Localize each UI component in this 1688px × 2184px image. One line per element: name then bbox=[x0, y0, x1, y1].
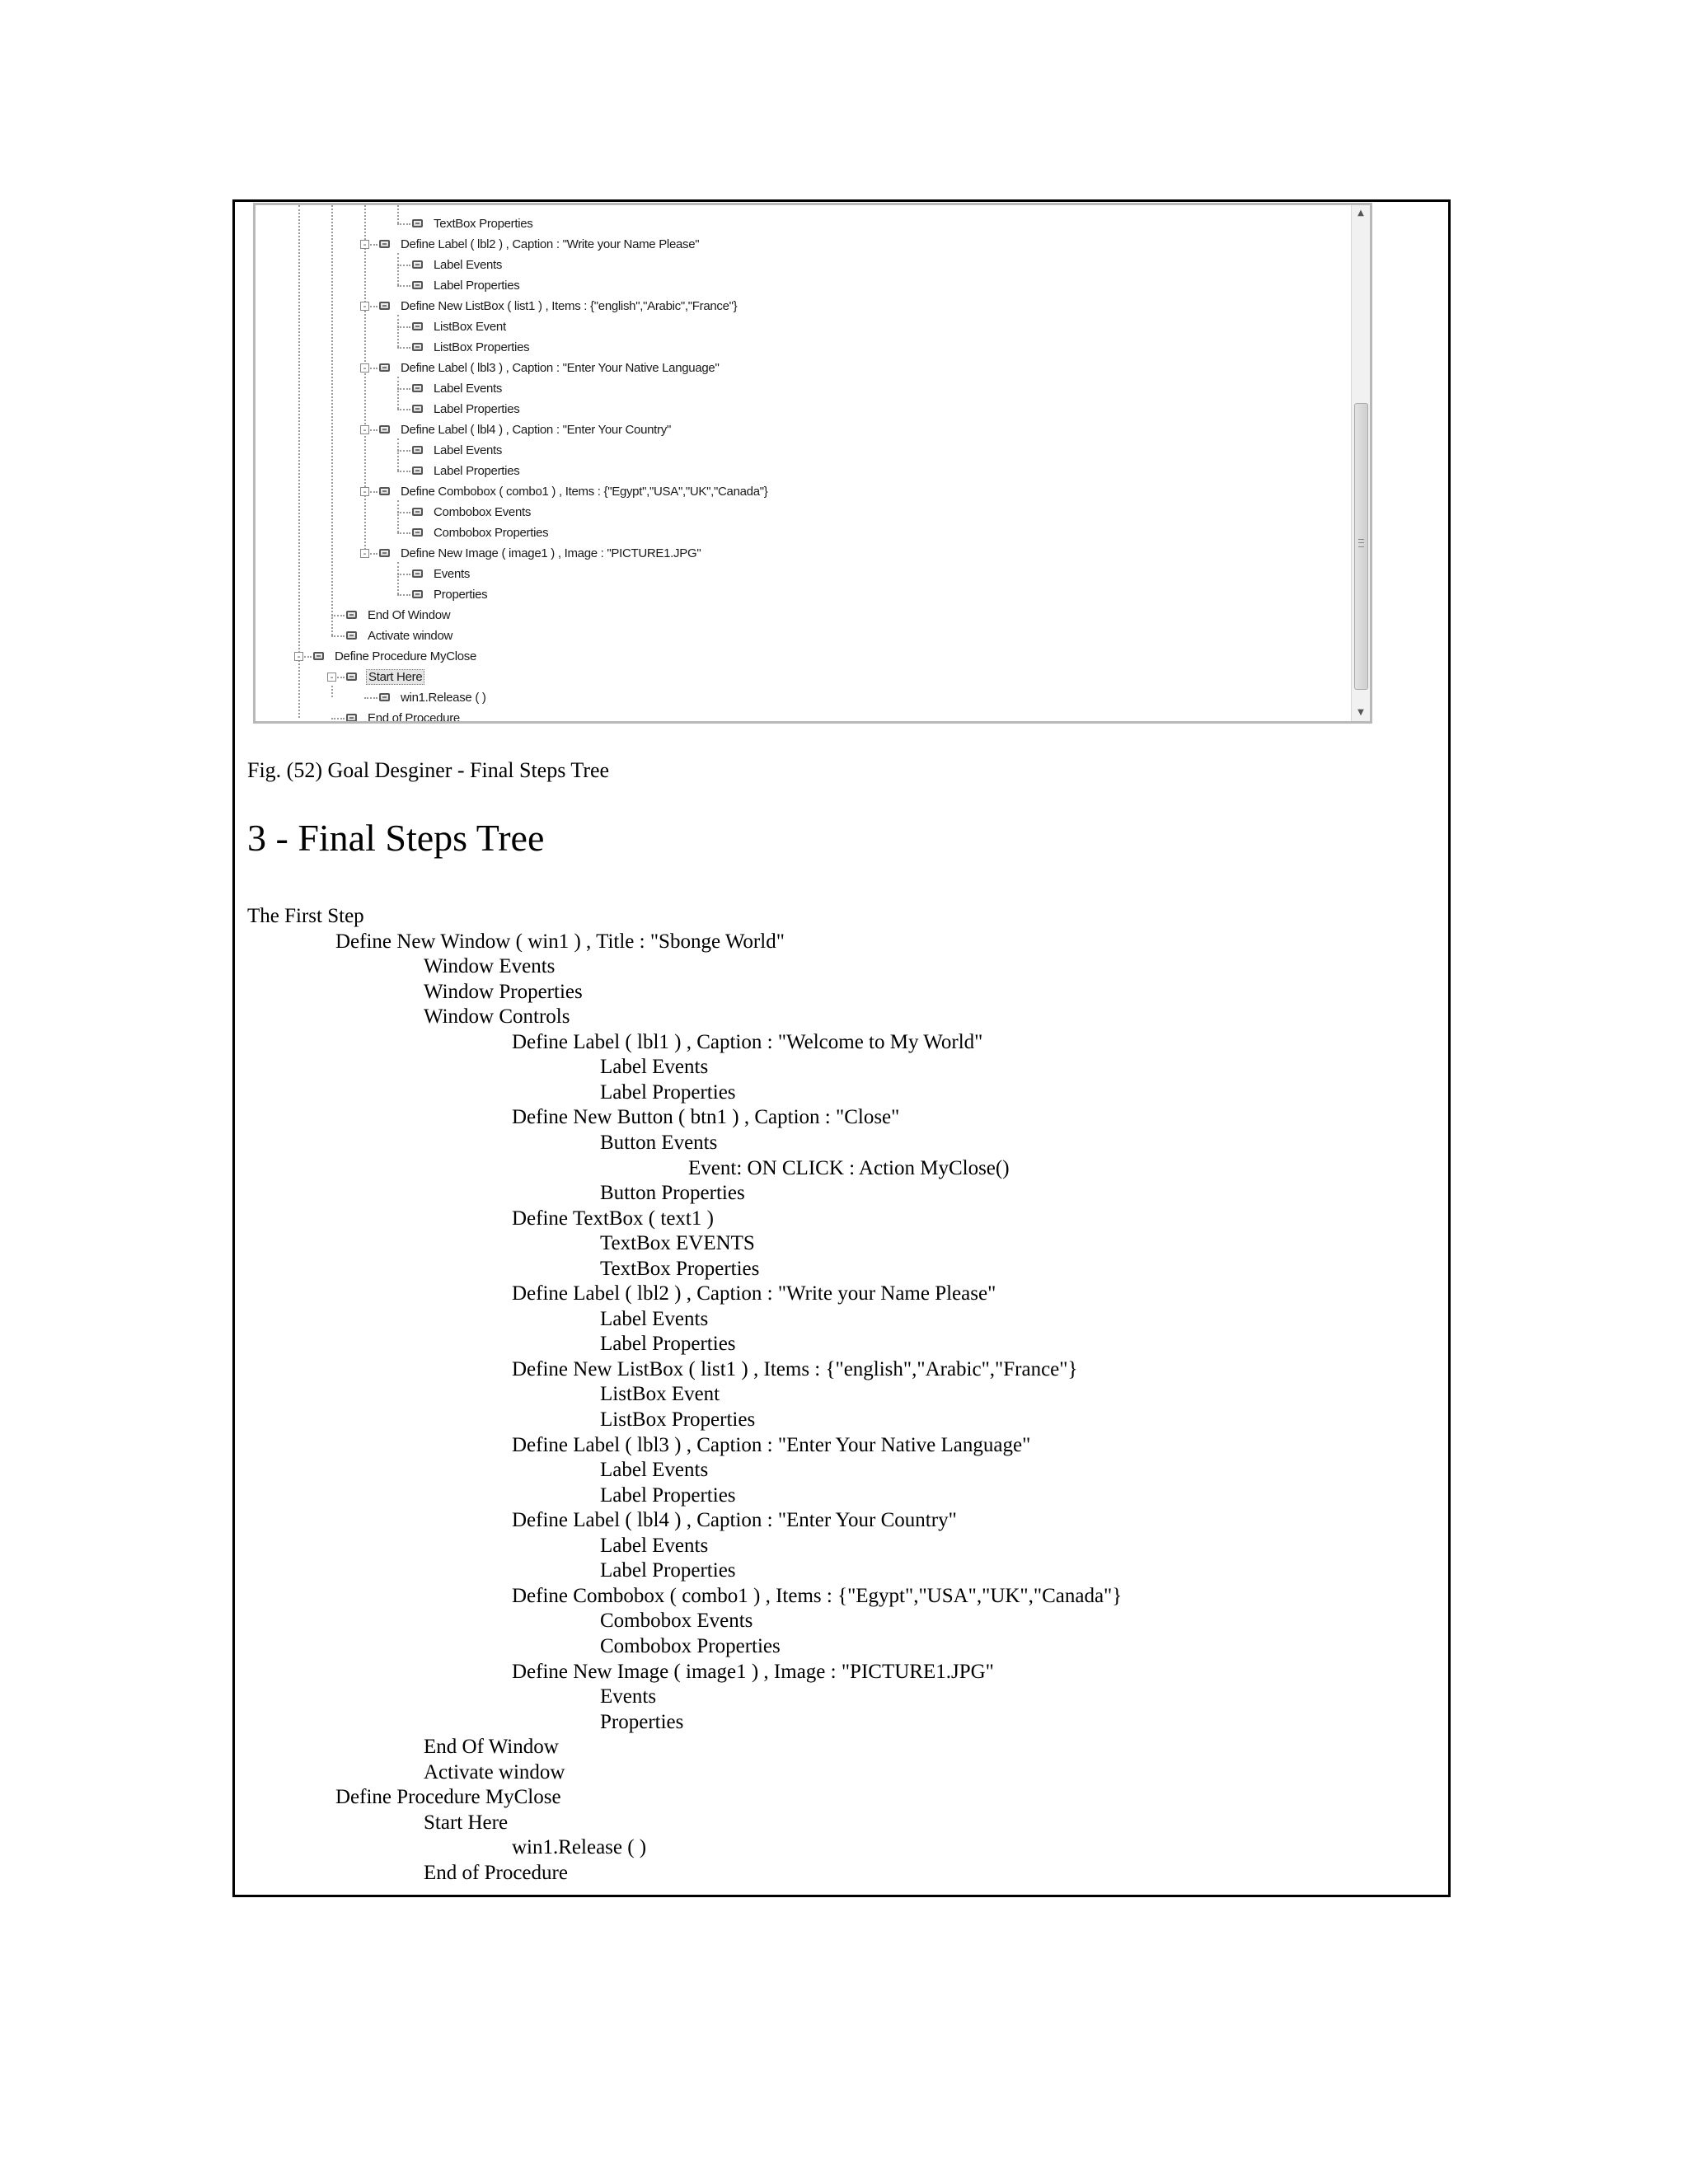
tree-connector-horizontal bbox=[397, 409, 410, 410]
step-node-icon bbox=[379, 363, 390, 372]
scroll-thumb[interactable] bbox=[1354, 403, 1368, 690]
step-line: End Of Window bbox=[424, 1736, 559, 1759]
tree-connector-vertical bbox=[397, 562, 399, 594]
step-line: Define New Button ( btn1 ) , Caption : "Close" bbox=[512, 1106, 900, 1129]
step-line: End of Procedure bbox=[424, 1861, 568, 1884]
tree-node-label: Define New ListBox ( list1 ) , Items : {"english","Arabic","France"} bbox=[401, 298, 738, 313]
tree-connector-horizontal bbox=[397, 285, 410, 287]
step-node-icon bbox=[379, 302, 390, 310]
tree-node-label: Define Procedure MyClose bbox=[335, 649, 477, 663]
tree-node[interactable] bbox=[412, 523, 550, 541]
tree-connector-horizontal bbox=[397, 574, 410, 575]
tree-connector-horizontal bbox=[397, 223, 410, 225]
step-node-icon bbox=[313, 652, 324, 660]
tree-node[interactable] bbox=[346, 668, 424, 686]
tree-node[interactable] bbox=[412, 379, 504, 397]
tree-node[interactable] bbox=[412, 400, 521, 418]
step-line: Label Events bbox=[600, 1307, 709, 1330]
collapse-toggle-icon[interactable]: - bbox=[327, 673, 336, 682]
tree-node-label: ListBox Event bbox=[434, 319, 506, 334]
tree-node[interactable] bbox=[412, 255, 504, 274]
step-line: Define Label ( lbl3 ) , Caption : "Enter Your Native Language" bbox=[512, 1433, 1031, 1456]
step-node-icon bbox=[412, 446, 423, 454]
tree-node[interactable] bbox=[412, 441, 504, 459]
tree-node-label: TextBox Properties bbox=[434, 216, 533, 231]
tree-connector-horizontal bbox=[397, 326, 410, 328]
step-node-icon bbox=[412, 466, 423, 475]
section-heading: 3 - Final Steps Tree bbox=[247, 817, 545, 859]
tree-connector-vertical bbox=[397, 377, 399, 409]
step-line: ListBox Event bbox=[600, 1383, 720, 1406]
scroll-grip-icon bbox=[1358, 539, 1364, 547]
tree-node-label: Define New Image ( image1 ) , Image : "PICTURE1.JPG" bbox=[401, 546, 701, 560]
tree-connector-horizontal bbox=[397, 265, 410, 266]
tree-connector-horizontal bbox=[331, 615, 345, 616]
tree-connector-vertical bbox=[397, 500, 399, 532]
tree-node-label: Label Events bbox=[434, 381, 503, 396]
tree-node[interactable] bbox=[412, 214, 535, 232]
tree-node[interactable] bbox=[379, 544, 702, 562]
step-line: win1.Release ( ) bbox=[512, 1836, 647, 1859]
tree-node[interactable] bbox=[346, 606, 452, 624]
collapse-toggle-icon[interactable]: - bbox=[360, 302, 369, 311]
collapse-toggle-icon[interactable]: - bbox=[360, 549, 369, 558]
tree-connector-horizontal bbox=[397, 512, 410, 513]
scroll-up-arrow-icon[interactable]: ▲ bbox=[1357, 209, 1364, 218]
step-line: Define Procedure MyClose bbox=[335, 1786, 561, 1809]
step-node-icon bbox=[346, 673, 357, 681]
step-line: Define Label ( lbl1 ) , Caption : "Welcome to My World" bbox=[512, 1030, 983, 1053]
tree-node-label: ListBox Properties bbox=[434, 340, 530, 354]
tree-connector-horizontal bbox=[331, 718, 345, 719]
step-line: Define Combobox ( combo1 ) , Items : {"Egypt","USA","UK","Canada"} bbox=[512, 1584, 1123, 1607]
collapse-toggle-icon[interactable]: - bbox=[294, 652, 303, 661]
tree-node[interactable] bbox=[313, 647, 478, 665]
tree-node-label: Combobox Events bbox=[434, 504, 532, 519]
tree-connector-horizontal bbox=[397, 450, 410, 452]
tree-connector-horizontal bbox=[364, 697, 377, 699]
step-node-icon bbox=[412, 569, 423, 578]
tree-connector-horizontal bbox=[397, 532, 410, 534]
step-line: Define New Window ( win1 ) , Title : "Sbonge World" bbox=[335, 930, 785, 953]
tree-node-label: Events bbox=[434, 566, 471, 581]
tree-node-label: Define Label ( lbl3 ) , Caption : "Enter Your Native Language" bbox=[401, 360, 720, 375]
tree-node-label: Define Label ( lbl2 ) , Caption : "Write your Name Please" bbox=[401, 237, 700, 251]
step-line: Define Label ( lbl4 ) , Caption : "Enter Your Country" bbox=[512, 1509, 957, 1532]
step-node-icon bbox=[412, 260, 423, 269]
step-node-icon bbox=[412, 384, 423, 392]
tree-connector-vertical bbox=[364, 205, 366, 553]
tree-connector-vertical bbox=[331, 205, 333, 635]
step-line: Events bbox=[600, 1685, 657, 1708]
step-line: Label Properties bbox=[600, 1333, 736, 1356]
tree-node-label: Define Combobox ( combo1 ) , Items : {"Egypt","USA","UK","Canada"} bbox=[401, 484, 768, 499]
tree-node-label: Label Properties bbox=[434, 463, 520, 478]
step-line: Button Properties bbox=[600, 1182, 745, 1205]
step-line: Activate window bbox=[424, 1760, 565, 1783]
collapse-toggle-icon[interactable]: - bbox=[360, 425, 369, 434]
step-line: Define New Image ( image1 ) , Image : "PICTURE1.JPG" bbox=[512, 1660, 994, 1683]
tree-node-label: Combobox Properties bbox=[434, 525, 549, 540]
step-line: Button Events bbox=[600, 1131, 718, 1154]
tree-connector-vertical bbox=[397, 315, 399, 347]
step-line: Window Events bbox=[424, 955, 556, 978]
tree-node[interactable] bbox=[412, 317, 508, 335]
tree-node-label: End Of Window bbox=[368, 607, 451, 622]
step-line: Combobox Events bbox=[600, 1610, 753, 1633]
step-node-icon bbox=[346, 611, 357, 619]
tree-node-label: win1.Release ( ) bbox=[401, 690, 486, 705]
step-line: Window Controls bbox=[424, 1005, 570, 1029]
tree-node[interactable] bbox=[412, 338, 531, 356]
step-line: Label Events bbox=[600, 1056, 709, 1079]
step-line: Label Events bbox=[600, 1459, 709, 1482]
tree-node[interactable] bbox=[379, 482, 770, 500]
collapse-toggle-icon[interactable]: - bbox=[360, 363, 369, 373]
step-node-icon bbox=[412, 405, 423, 413]
tree-connector-horizontal bbox=[397, 471, 410, 472]
tree-connector-horizontal bbox=[397, 388, 410, 390]
step-line: Label Events bbox=[600, 1534, 709, 1557]
tree-node-label: Label Properties bbox=[434, 278, 520, 293]
tree-node[interactable] bbox=[346, 626, 454, 644]
step-line: Properties bbox=[600, 1710, 684, 1733]
tree-view[interactable] bbox=[256, 205, 1352, 724]
figure-caption: Fig. (52) Goal Desginer - Final Steps Tree bbox=[247, 758, 610, 782]
collapse-toggle-icon[interactable]: - bbox=[360, 487, 369, 496]
tree-connector-vertical bbox=[331, 686, 333, 697]
tree-node[interactable] bbox=[412, 276, 521, 294]
step-line: TextBox Properties bbox=[600, 1257, 760, 1280]
tree-connector-vertical bbox=[298, 205, 300, 656]
step-line: Label Properties bbox=[600, 1483, 736, 1507]
tree-node[interactable] bbox=[379, 359, 720, 377]
step-line: Label Properties bbox=[600, 1080, 736, 1104]
tree-node-label: Start Here bbox=[366, 669, 424, 685]
step-line: Event: ON CLICK : Action MyClose() bbox=[688, 1156, 1010, 1179]
step-node-icon bbox=[412, 219, 423, 227]
tree-connector-vertical bbox=[397, 438, 399, 471]
step-node-icon bbox=[379, 487, 390, 495]
tree-node[interactable] bbox=[412, 462, 521, 480]
step-line: Window Properties bbox=[424, 980, 583, 1003]
tree-node[interactable] bbox=[412, 503, 532, 521]
scroll-down-arrow-icon[interactable]: ▼ bbox=[1357, 708, 1364, 717]
tree-view-screenshot bbox=[253, 203, 1372, 724]
tree-connector-vertical bbox=[298, 656, 300, 718]
step-line: Label Properties bbox=[600, 1559, 736, 1582]
step-node-icon bbox=[379, 425, 390, 434]
step-line: Define TextBox ( text1 ) bbox=[512, 1207, 714, 1230]
step-node-icon bbox=[412, 322, 423, 330]
step-line: Start Here bbox=[424, 1811, 509, 1834]
step-line: ListBox Properties bbox=[600, 1408, 756, 1431]
step-node-icon bbox=[412, 281, 423, 289]
step-node-icon bbox=[379, 693, 390, 701]
step-line: Combobox Properties bbox=[600, 1634, 781, 1657]
tree-node[interactable] bbox=[346, 709, 462, 724]
tree-node[interactable] bbox=[379, 420, 673, 438]
tree-node[interactable] bbox=[412, 585, 489, 603]
tree-node-label: Label Events bbox=[434, 443, 503, 457]
step-node-icon bbox=[412, 590, 423, 598]
step-node-icon bbox=[412, 343, 423, 351]
tree-node-label: Define Label ( lbl4 ) , Caption : "Enter Your Country" bbox=[401, 422, 671, 437]
tree-node-label: Label Events bbox=[434, 257, 503, 272]
step-line: Define New ListBox ( list1 ) , Items : {"english","Arabic","France"} bbox=[512, 1357, 1078, 1380]
step-line: TextBox EVENTS bbox=[600, 1232, 755, 1255]
tree-connector-vertical bbox=[397, 205, 399, 223]
tree-connector-horizontal bbox=[397, 347, 410, 349]
tree-connector-horizontal bbox=[397, 594, 410, 596]
step-node-icon bbox=[346, 714, 357, 722]
tree-node-label: Activate window bbox=[368, 628, 453, 643]
step-node-icon bbox=[412, 528, 423, 537]
step-node-icon bbox=[346, 631, 357, 640]
tree-node[interactable] bbox=[379, 235, 701, 253]
tree-connector-vertical bbox=[397, 253, 399, 285]
tree-node-label: Properties bbox=[434, 587, 488, 602]
tree-connector-horizontal bbox=[331, 635, 345, 637]
vertical-scrollbar[interactable] bbox=[1351, 205, 1370, 721]
tree-node[interactable] bbox=[379, 297, 738, 315]
tree-node[interactable] bbox=[412, 565, 471, 583]
collapse-toggle-icon[interactable]: - bbox=[360, 240, 369, 249]
step-line: Define Label ( lbl2 ) , Caption : "Write your Name Please" bbox=[512, 1282, 996, 1305]
tree-node[interactable] bbox=[379, 688, 488, 706]
step-node-icon bbox=[379, 240, 390, 248]
tree-node-label: Label Properties bbox=[434, 401, 520, 416]
step-node-icon bbox=[412, 508, 423, 516]
step-line: The First Step bbox=[247, 905, 364, 927]
tree-node-label: End of Procedure bbox=[368, 710, 460, 724]
step-node-icon bbox=[379, 549, 390, 557]
